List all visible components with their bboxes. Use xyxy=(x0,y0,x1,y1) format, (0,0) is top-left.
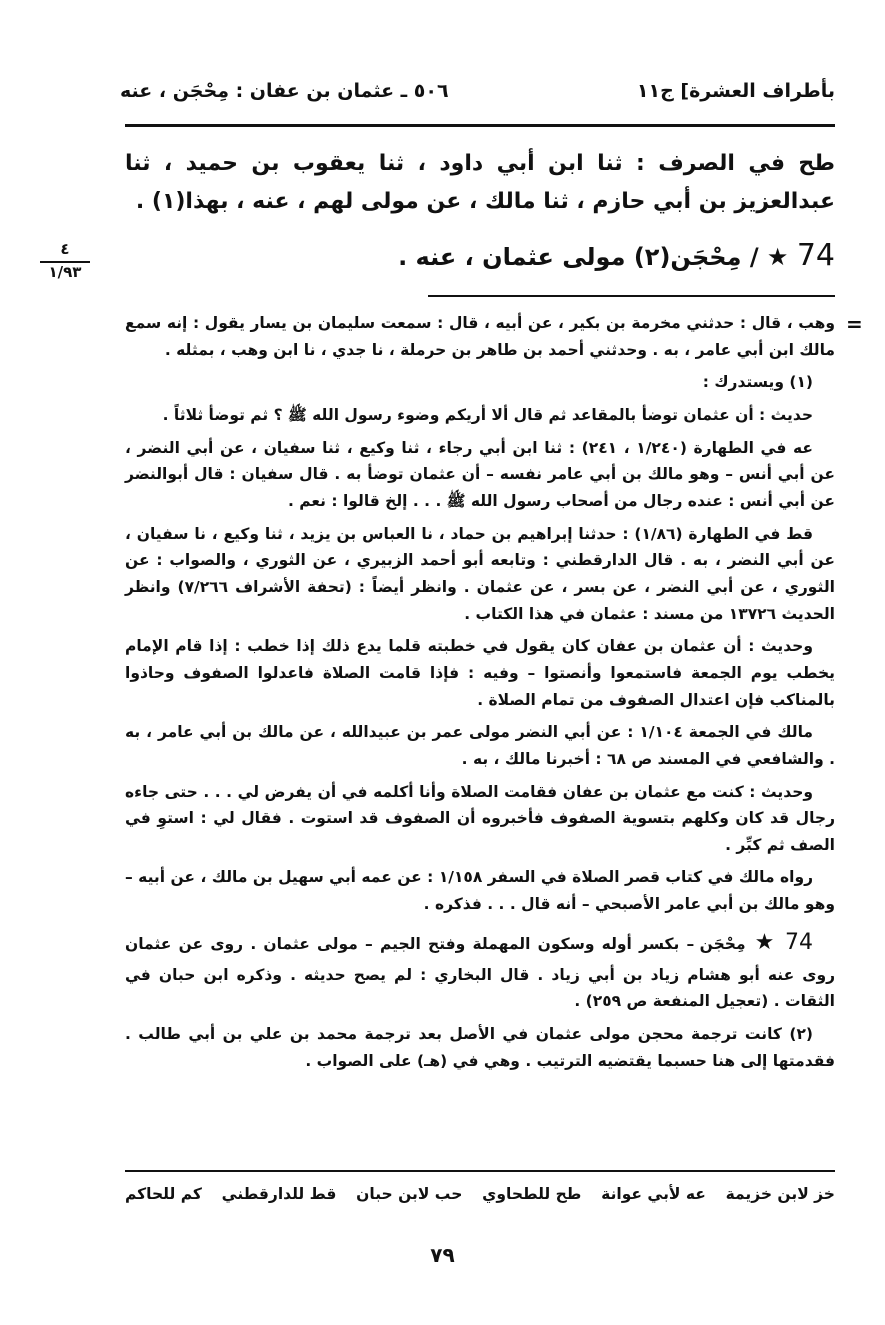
footnote-paragraph: وحديث : أن عثمان بن عفان كان يقول في خطبته قلما يدع ذلك إذا خطب : إذا قام الإمام يخطب يوم الجمعة فاستمعوا وأنصتوا – وفيه : فإذا قامت الصلاة فاعدلوا الصفوف وحاذوا بالمناكب فإن اعتدال الصفوف من تمام الصلاة . xyxy=(125,637,835,709)
footnote-rule xyxy=(428,295,835,297)
footnote-74-text: مِحْجَن – بكسر أوله وسكون المهملة وفتح الجيم – مولى عثمان . روى عن عثمان روى عنه أبو هشام زياد بن أبي زياد . قال البخاري : لم يصح حديثه . وذكره ابن حبان في الثقات . (تعجيل المنفعة ص ٢٥٩) . xyxy=(125,934,835,1011)
main-text: طح في الصرف : ثنا ابن أبي داود ، ثنا يعقوب بن حميد ، ثنا عبدالعزيز بن أبي حازم ، ثنا مالك ، عن مولى لهم ، عنه ، بهذا(١) . xyxy=(125,151,835,214)
abbreviation-item: كم للحاكم xyxy=(125,1185,202,1203)
abbreviation-item: قط للدارقطني xyxy=(221,1185,337,1203)
entry-number: 74 xyxy=(796,238,835,273)
abbreviations-rule xyxy=(125,1170,835,1172)
footnote-paragraph: حديث : أن عثمان توضأ بالمقاعد ثم قال ألا أريكم وضوء رسول الله ﷺ ؟ ثم توضأ ثلاثاً . xyxy=(162,405,813,424)
abbreviation-item: طح للطحاوي xyxy=(482,1185,582,1203)
page-number: ٧٩ xyxy=(430,1243,455,1267)
footnote-paragraph: عه في الطهارة (١/٢٤٠ ، ٢٤١) : ثنا ابن أبي رجاء ، ثنا وكيع ، ثنا سفيان ، عن أبي النضر ، عن أبي أنس – وهو مالك بن أبي عامر نفسه – أن عثمان توضأ به . قال سفيان : قال أبوالنضر عن أبي أنس : عنده رجال من أصحاب رسول الله ﷺ . . . إلخ قالوا : نعم . xyxy=(125,438,835,510)
header-book-title: بأطراف العشرة] ج١١ xyxy=(636,80,835,102)
header-rule xyxy=(125,124,835,127)
header-section-title: ٥٠٦ ـ عثمان بن عفان : مِحْجَن ، عنه xyxy=(120,80,449,102)
footnotes xyxy=(125,310,835,1080)
footnote-paragraph: وهب ، قال : حدثني مخرمة بن بكير ، عن أبيه ، قال : سمعت سليمان بن يسار يقول : إنه سمع مالك ابن أبي عامر ، به . وحدثني أحمد بن طاهر بن حرملة ، نا جدي ، نا ابن وهب ، بمثله . xyxy=(125,314,835,359)
entry-title: ★ / مِحْجَن(٢) مولى عثمان ، عنه . xyxy=(398,243,789,271)
footnote-paragraph: (٢) كانت ترجمة محجن مولى عثمان في الأصل بعد ترجمة محمد بن علي بن أبي طالب . فقدمتها إلى هنا حسبما يقتضيه الترتيب . وهي في (هـ) على الصواب . xyxy=(125,1024,835,1070)
abbreviation-item: عه لأبي عوانة xyxy=(601,1185,706,1203)
footnote-paragraph: (١) ويستدرك : xyxy=(702,373,813,392)
abbreviations-key xyxy=(125,1185,835,1203)
footnote-74-number: 74 ★ xyxy=(752,929,814,955)
footnote-paragraph: مالك في الجمعة ١/١٠٤ : عن أبي النضر مولى عمر بن عبيدالله ، عن مالك بن أبي عامر ، به . والشافعي في المسند ص ٦٨ : أخبرنا مالك ، به . xyxy=(125,723,835,768)
footnote-74 xyxy=(125,924,835,1015)
margin-ref-bottom: ١/٩٣ xyxy=(48,262,82,281)
margin-ref-top: ٤ xyxy=(60,240,70,258)
footnote-paragraph: رواه مالك في كتاب قصر الصلاة في السفر ١/١٥٨ : عن عمه أبي سهيل بن مالك ، عن أبيه – وهو مالك بن أبي عامر الأصبحي – أنه قال . . . فذكره . xyxy=(125,868,835,914)
continuation-mark: = xyxy=(846,312,863,336)
abbreviation-item: حب لابن حبان xyxy=(356,1185,463,1203)
footnote-paragraph: قط في الطهارة (١/٨٦) : حدثنا إبراهيم بن حماد ، نا العباس بن يزيد ، ثنا وكيع ، نا سفيان ، عن أبي النضر ، به . قال الدارقطني : وتابعه أبو أحمد الزبيري ، عن الثوري ، والصواب : عن الثوري ، عن أبي النضر ، عن بسر ، عن عثمان . وانظر أيضاً : (تحفة الأشراف ٧/٢٦٦) وانظر الحديث ١٣٧٢٦ من مسند : عثمان في هذا الكتاب . xyxy=(125,524,835,623)
abbreviation-item: خز لابن خزيمة xyxy=(725,1185,835,1203)
entry-heading xyxy=(125,238,835,288)
footnote-paragraph: وحديث : كنت مع عثمان بن عفان فقامت الصلاة وأنا أكلمه في أن يفرض لي . . . حتى جاءه رجال قد كان وكلهم بتسوية الصفوف فأخبروه أن الصفوف قد استوت . فقال لي : استوِ في الصف ثم كبِّر . xyxy=(125,782,835,854)
running-header xyxy=(120,80,835,114)
margin-reference xyxy=(35,240,95,281)
